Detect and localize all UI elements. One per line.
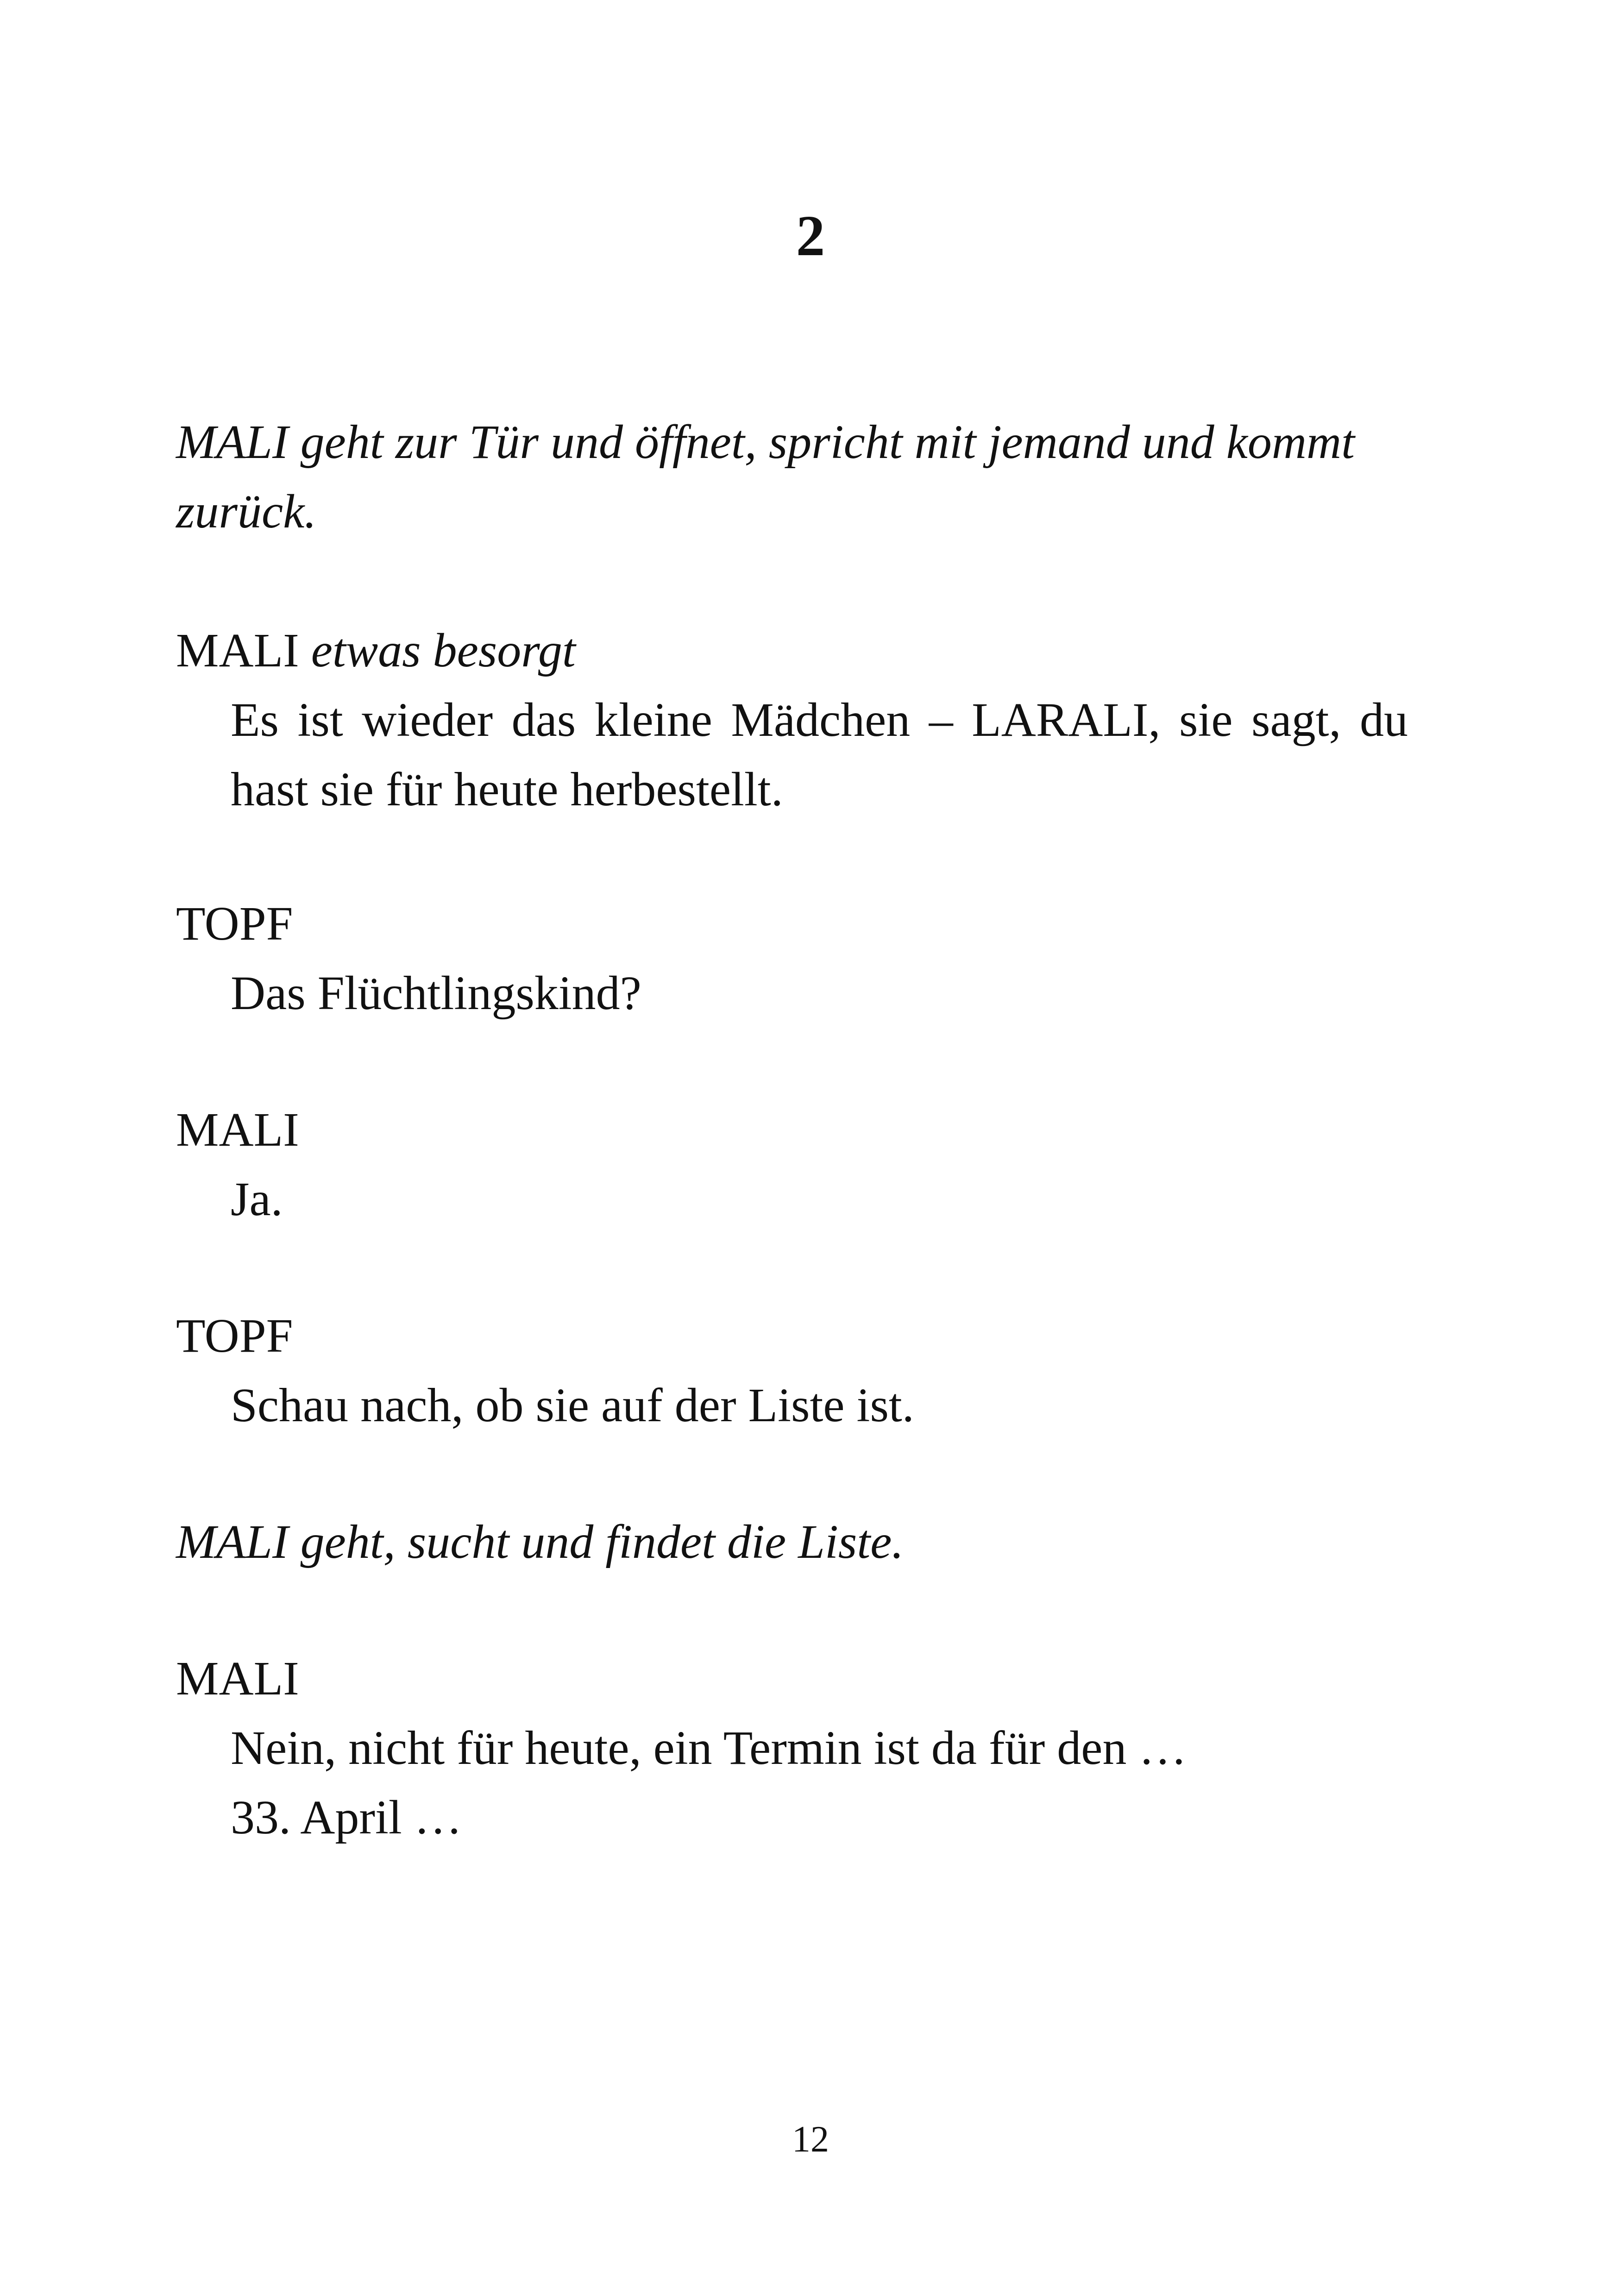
- dialogue-block: [176, 616, 1408, 824]
- dialogue-block: [176, 1301, 1408, 1440]
- speaker-name: TOPF: [176, 1309, 293, 1362]
- speaker-name: MALI: [176, 1652, 299, 1705]
- dialogue-block: [176, 1644, 1408, 1852]
- speaker-label: MALI: [176, 624, 299, 677]
- page-number: 12: [792, 2119, 829, 2160]
- speaker-name: TOPF: [176, 897, 293, 950]
- speaker-name: [176, 616, 1408, 685]
- speaker-qualifier: etwas besorgt: [311, 624, 576, 677]
- dialogue-block: [176, 889, 1408, 1028]
- dialogue-block: [176, 1095, 1408, 1234]
- speech-line: Schau nach, ob sie auf der Liste ist.: [231, 1379, 914, 1432]
- scene-number: 2: [796, 204, 825, 268]
- speech-line: Es ist wieder das kleine Mädchen – LARALI, sie sagt, du hast sie für heute herbestellt.: [231, 693, 1408, 816]
- speaker-name: MALI: [176, 1103, 299, 1156]
- speech-line: 33. April …: [231, 1791, 462, 1844]
- speech-line: Ja.: [231, 1173, 283, 1226]
- speech-line: Nein, nicht für heute, ein Termin ist da für den …: [231, 1721, 1187, 1775]
- stage-direction: MALI geht, sucht und findet die Liste.: [176, 1515, 904, 1568]
- speech-line: Das Flüchtlingskind?: [231, 966, 641, 1020]
- stage-direction: MALI geht zur Tür und öffnet, spricht mit jemand und kommt zurück.: [176, 415, 1355, 538]
